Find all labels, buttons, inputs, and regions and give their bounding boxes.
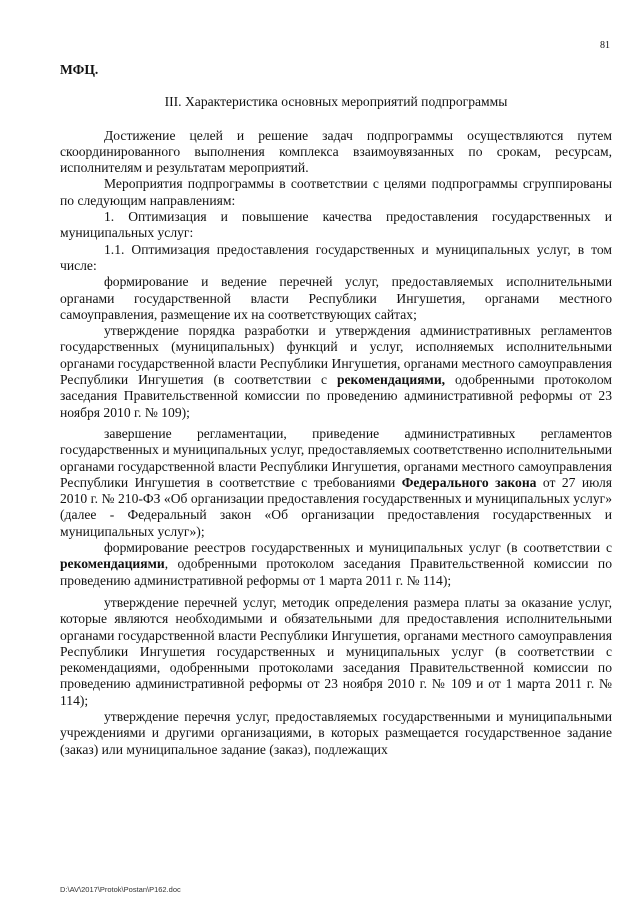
page-number: 81 (600, 40, 610, 51)
paragraph-regulation-procedure (60, 323, 612, 421)
paragraph-item-1-1: 1.1. Оптимизация предоставления государственных и муниципальных услуг, в том числе: (60, 241, 612, 273)
carry-over-text: МФЦ. (60, 62, 99, 77)
paragraph-text: завершение регламентации, приведение административных регламентов государственных и муниципальных услуг, предоставляемых соответственно исполнительными органами государственной власти Республики Ингушетия, органами местного самоуправления Республики Ингушетия в соответствие с требованиями (60, 425, 612, 490)
paragraph-text: утверждение порядка разработки и утверждения административных регламентов государственных (муниципальных) функций и услуг, исполняемых исполнительными органами государственной власти Республики Ингушетия, органами местного самоуправления Республики Ингушетия (в соответствии с (60, 323, 612, 388)
document-body (60, 62, 612, 758)
paragraph-regulation-completion (60, 426, 612, 540)
paragraph-text: одобренными протоколом заседания Правительственной комиссии по проведению административной реформы от 23 ноября 2010 г. № 109); (60, 372, 612, 420)
paragraph-service-registries (60, 540, 612, 589)
paragraph-text: формирование реестров государственных и муниципальных услуг (в соответствии с (104, 540, 612, 556)
paragraph-fee-methods: утверждение перечней услуг, методик определения размера платы за оказание услуг, которые являются необходимыми и обязательными для предоставления исполнительными органами государственной власти Республики Ингушетия, органами местного самоуправления Республики Ингушетия государственных и муниципальных услуг (в соответствии с рекомендациями, одобренными протоколами заседания Правительственной комиссии по проведению административной реформы от 23 ноября 2010 г. № 109 и от 1 марта 2011 г. № 114); (60, 594, 612, 708)
paragraph-grouping: Мероприятия подпрограммы в соответствии с целями подпрограммы сгруппированы по следующим направлениям: (60, 176, 612, 208)
footer-file-path: D:\AV\2017\Protok\Postan\P162.doc (60, 885, 181, 894)
section-heading: III. Характеристика основных мероприятий подпрограммы (164, 94, 508, 110)
paragraph-service-lists: формирование и ведение перечней услуг, предоставляемых исполнительными органами государственной власти Республики Ингушетия, органами местного самоуправления, размещение их на соответствующих сайтах; (60, 274, 612, 322)
paragraph-text: , одобренными протоколом заседания Правительственной комиссии по проведению административной реформы от 1 марта 2011 г. № 114); (60, 556, 612, 588)
paragraph-institution-services: утверждение перечня услуг, предоставляемых государственными и муниципальными учреждениями и другими организациями, в которых размещается государственное задание (заказ) или муниципальное задание (заказ), подлежащих (60, 708, 612, 757)
link-recommendations[interactable]: рекомендациями, (336, 372, 446, 388)
paragraph-goals: Достижение целей и решение задач подпрограммы осуществляются путем скоординированного выполнения комплекса взаимоувязанных по срокам, ресурсам, исполнителям и результатам мероприятий. (60, 127, 612, 176)
paragraph-text: от 27 июля 2010 г. № 210-ФЗ «Об организации предоставления государственных и муниципальных услуг» (далее - Федеральный закон «Об организации предоставления государственных и муниципальных услуг»); (60, 474, 612, 539)
paragraph-item-1: 1. Оптимизация и повышение качества предоставления государственных и муниципальных услуг: (60, 209, 612, 241)
link-recommendations[interactable]: рекомендациями (60, 556, 165, 572)
link-federal-law[interactable]: Федерального закона (401, 474, 537, 490)
